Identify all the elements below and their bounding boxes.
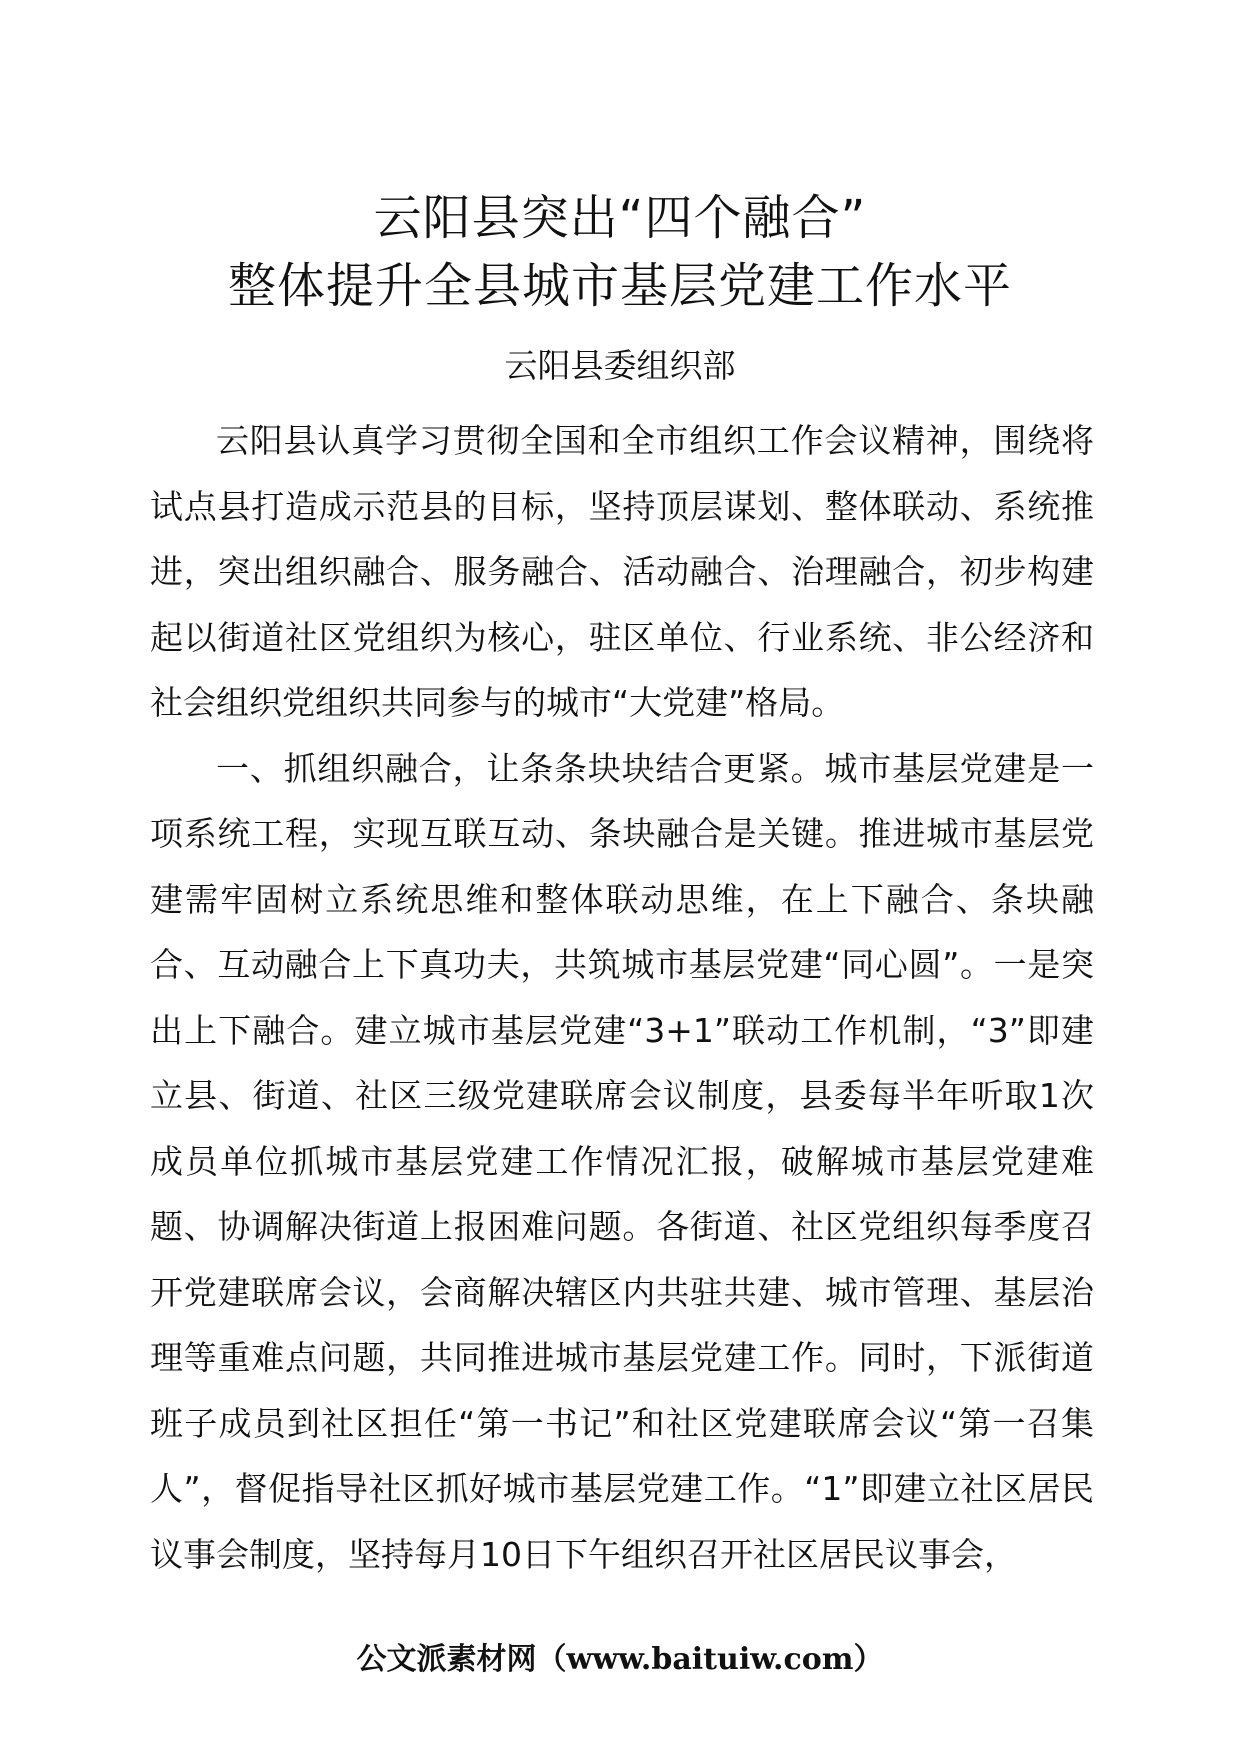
document-title-line-2: 整体提升全县城市基层党建工作水平 bbox=[227, 258, 1012, 314]
document-body bbox=[150, 408, 1094, 1587]
document-author: 云阳县委组织部 bbox=[504, 346, 736, 385]
body-paragraph-section-1: 一、抓组织融合，让条条块块结合更紧。城市基层党建是一项系统工程，实现互联互动、条块融合是关键。推进城市基层党建需牢固树立系统思维和整体联动思维，在上下融合、条块融合、互动融合上下真功夫，共筑城市基层党建“同心圆”。一是突出上下融合。建立城市基层党建“3+1”联动工作机制，“3”即建立县、街道、社区三级党建联席会议制度，县委每半年听取1次成员单位抓城市基层党建工作情况汇报，破解城市基层党建难题、协调解决街道上报困难问题。各街道、社区党组织每季度召开党建联席会议，会商解决辖区内共驻共建、城市管理、基层治理等重难点问题，共同推进城市基层党建工作。同时，下派街道班子成员到社区担任“第一书记”和社区党建联席会议“第一召集人”，督促指导社区抓好城市基层党建工作。“1”即建立社区居民议事会制度，坚持每月10日下午组织召开社区居民议事会， bbox=[150, 748, 1094, 1574]
document-title-line-1: 云阳县突出“四个融合” bbox=[373, 190, 867, 246]
body-paragraph-intro: 云阳县认真学习贯彻全国和全市组织工作会议精神，围绕将试点县打造成示范县的目标，坚持顶层谋划、整体联动、系统推进，突出组织融合、服务融合、活动融合、治理融合，初步构建起以街道社区党组织为核心，驻区单位、行业系统、非公经济和社会组织党组织共同参与的城市“大党建”格局。 bbox=[150, 421, 1094, 722]
footer-watermark-text: 公文派素材网（www.baituiw.com） bbox=[356, 1642, 884, 1677]
